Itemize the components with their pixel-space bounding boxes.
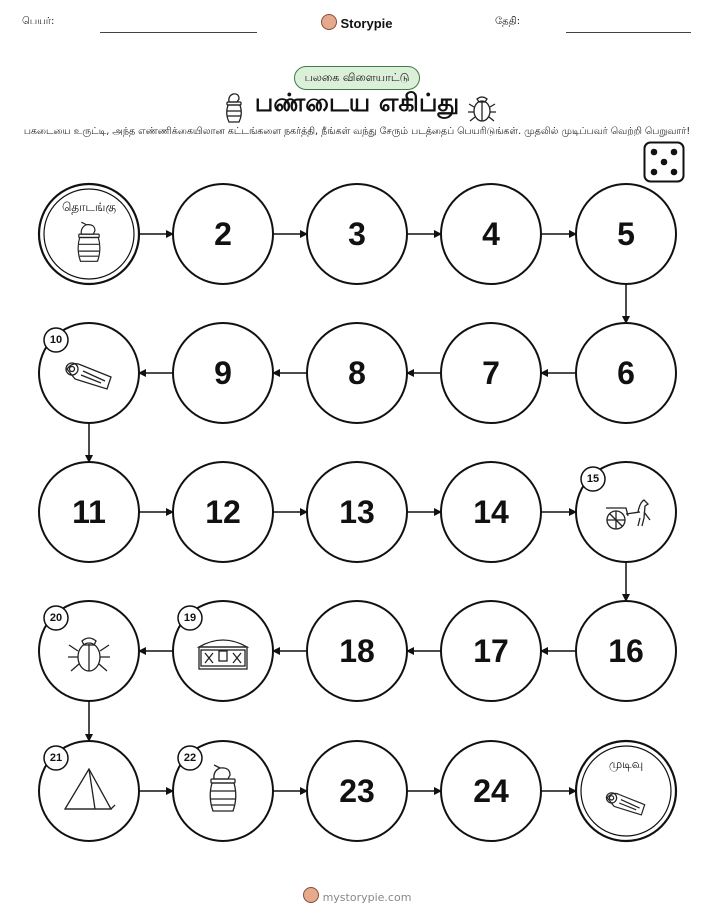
cell-badge-number: 21 (49, 752, 63, 764)
cell-number: 16 (608, 633, 644, 669)
finish-label: முடிவு (608, 757, 644, 771)
cell-number: 24 (473, 773, 509, 809)
board-cell-1 (39, 184, 139, 284)
game-type-badge: பலகை விளையாட்டு (294, 66, 420, 90)
instructions-text: பகடையை உருட்டி, அந்த எண்ணிக்கையிலான கட்டங்களை நகர்த்தி, நீங்கள் வந்து சேரும் படத்தைப் பெயரிடுங்கள். முதலில் முடிப்பவர் வெற்றி பெறுவார்! (23, 126, 691, 137)
footer (0, 887, 714, 904)
page-title: பண்டைய எகிப்து (254, 88, 460, 117)
cell-number: 23 (339, 773, 375, 809)
cell-number: 3 (348, 216, 366, 252)
cell-number: 9 (214, 355, 232, 391)
cell-number: 2 (214, 216, 232, 252)
cell-number: 6 (617, 355, 635, 391)
cell-number: 14 (473, 494, 509, 530)
board-cell-25 (576, 741, 676, 841)
cell-number: 8 (348, 355, 366, 391)
start-label: தொடங்கு (61, 200, 117, 214)
date-label: தேதி: (495, 16, 521, 27)
cell-number: 13 (339, 494, 375, 530)
storypie-footer-logo-icon (303, 887, 319, 903)
footer-url[interactable]: mystorypie.com (322, 891, 412, 904)
cell-number: 7 (482, 355, 500, 391)
cell-badge-number: 15 (586, 473, 600, 485)
cell-number: 12 (205, 494, 241, 530)
brand-text: Storypie (340, 16, 393, 31)
cell-number: 17 (473, 633, 509, 669)
cell-badge-number: 20 (49, 612, 63, 624)
cell-number: 4 (482, 216, 500, 252)
cell-badge-number: 22 (183, 752, 197, 764)
name-label: பெயர்: (22, 16, 55, 27)
cell-number: 11 (72, 494, 106, 530)
cell-badge-number: 10 (49, 334, 63, 346)
cell-number: 18 (339, 633, 375, 669)
cell-number: 5 (617, 216, 635, 252)
cell-badge-number: 19 (183, 612, 197, 624)
